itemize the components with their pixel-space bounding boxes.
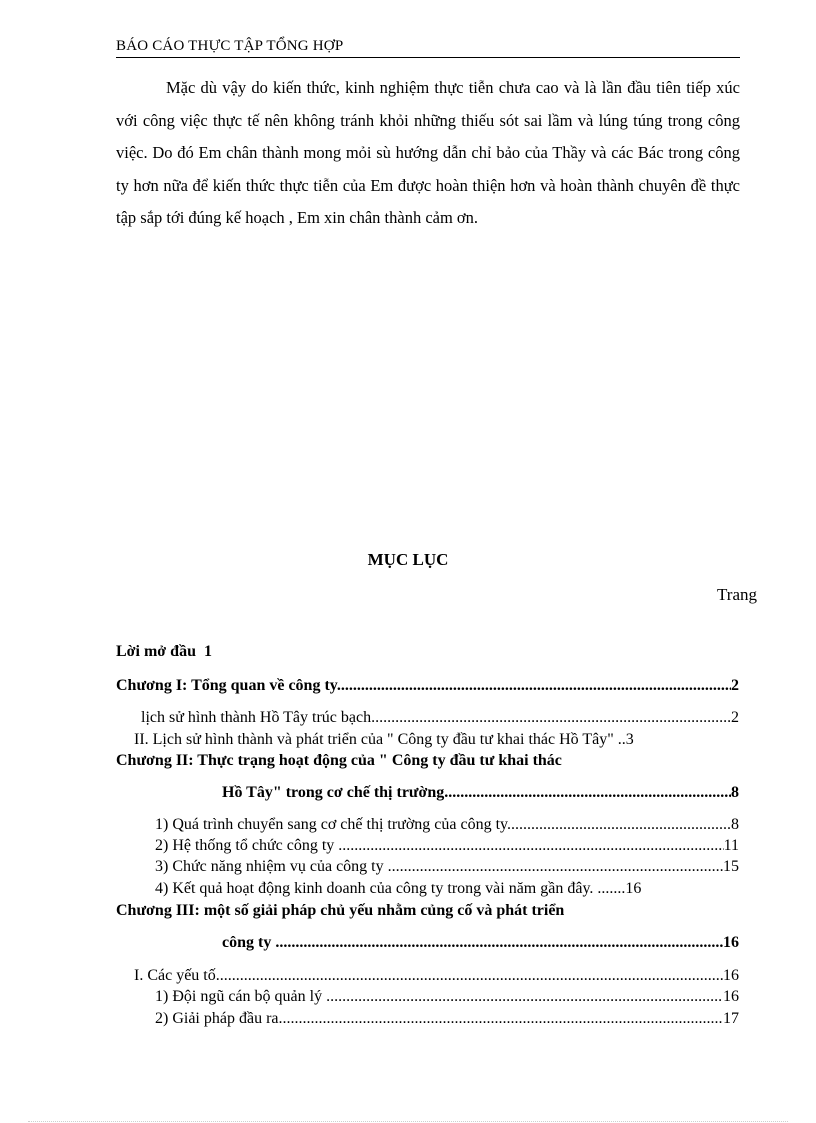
toc-preface	[116, 643, 212, 661]
toc-preface-page: 1	[203, 643, 212, 660]
page-bottom-border	[28, 1121, 788, 1122]
toc-entry-3-1-page: 16	[723, 988, 739, 1005]
toc-chapter-3-line2	[222, 934, 739, 952]
toc-chapter-1	[116, 677, 739, 695]
toc-chapter-2-text2: Hồ Tây" trong cơ chế thị trường	[222, 784, 445, 801]
toc-entry-1b-page: 3	[625, 731, 634, 748]
toc-chapter-3-text: Chương III: một số giải pháp chủ yếu nhằm củng cố và phát triển	[116, 902, 565, 919]
toc-chapter-2-page: 8	[731, 784, 739, 801]
toc-chapter-1-text: Chương I: Tổng quan về công ty.	[116, 677, 341, 694]
toc-preface-text: Lời mở đầu	[116, 643, 196, 660]
toc-entry-3-2-page: 17	[723, 1010, 739, 1027]
toc-entry-3-1-text: 1) Đội ngũ cán bộ quản lý .	[155, 988, 331, 1005]
toc-chapter-2-line2	[222, 784, 739, 802]
page-header: BÁO CÁO THỰC TẬP TỔNG HỢP	[116, 38, 740, 58]
toc-entry-3-2-text: 2) Giải pháp đầu ra.	[155, 1010, 283, 1027]
toc-entry-3-I	[134, 967, 739, 985]
toc-entry-2-4-page: 16	[625, 880, 642, 897]
toc-entry-2-4-text: 4) Kết quả hoạt động kinh doanh của công ty trong vài năm gần đây. .......	[155, 880, 626, 897]
intro-text: Mặc dù vậy do kiến thức, kinh nghiệm thực tiễn chưa cao và là lần đầu tiên tiếp xúc với công việc thực tế nên không tránh khỏi những thiếu sót sai lầm và lúng túng trong công việc. Do đó Em chân thành mong mỏi sù hướng dẫn chỉ bảo của Thầy và các Bác trong công ty hơn nữa để kiến thức thực tiễn của Em được hoàn thiện hơn và hoàn thành chuyên đề thực tập sắp tới đúng kế hoạch , Em xin chân thành cảm ơn.	[116, 78, 740, 228]
toc-entry-2-3-page: 15	[723, 858, 739, 875]
toc-entry-2-2-page: 11	[723, 837, 739, 854]
toc-entry-1b-text: II. Lịch sử hình thành và phát triển của " Công ty đầu tư khai thác Hồ Tây" ..	[134, 731, 626, 748]
toc-chapter-1-page: 2	[731, 677, 739, 694]
toc-chapter-3-text2: công ty .	[222, 934, 280, 951]
toc-entry-2-1-page: 8	[731, 816, 739, 833]
toc-chapter-3-line1	[116, 902, 739, 920]
intro-paragraph	[116, 72, 740, 235]
toc-entry-2-2	[155, 837, 739, 855]
toc-title: MỤC LỤC	[367, 550, 449, 569]
toc-entry-2-1	[155, 816, 739, 834]
toc-entry-1a-text: lịch sử hình thành Hồ Tây trúc bạch	[141, 709, 372, 726]
toc-entry-3-I-page: 16	[723, 967, 739, 984]
toc-page-label: Trang	[717, 585, 757, 604]
toc-entry-3-1	[155, 988, 739, 1006]
toc-entry-2-1-text: 1) Quá trình chuyển sang cơ chế thị trường của công ty.	[155, 816, 512, 833]
toc-entry-2-3	[155, 858, 739, 876]
toc-entry-2-4	[155, 880, 739, 898]
toc-entry-1a-page: 2	[731, 709, 739, 726]
toc-entry-2-2-text: 2) Hệ thống tổ chức công ty .	[155, 837, 343, 854]
toc-entry-1b	[134, 731, 739, 749]
toc-chapter-3-page: 16	[723, 934, 739, 951]
toc-entry-2-3-text: 3) Chức năng nhiệm vụ của công ty .	[155, 858, 392, 875]
toc-entry-3-I-text: I. Các yếu tố	[134, 967, 216, 984]
toc-chapter-2-line1	[116, 752, 739, 770]
toc-entry-1a	[141, 709, 739, 727]
toc-entry-3-2	[155, 1010, 739, 1028]
toc-chapter-2-text: Chương II: Thực trạng hoạt động của " Công ty đầu tư khai thác	[116, 752, 562, 769]
